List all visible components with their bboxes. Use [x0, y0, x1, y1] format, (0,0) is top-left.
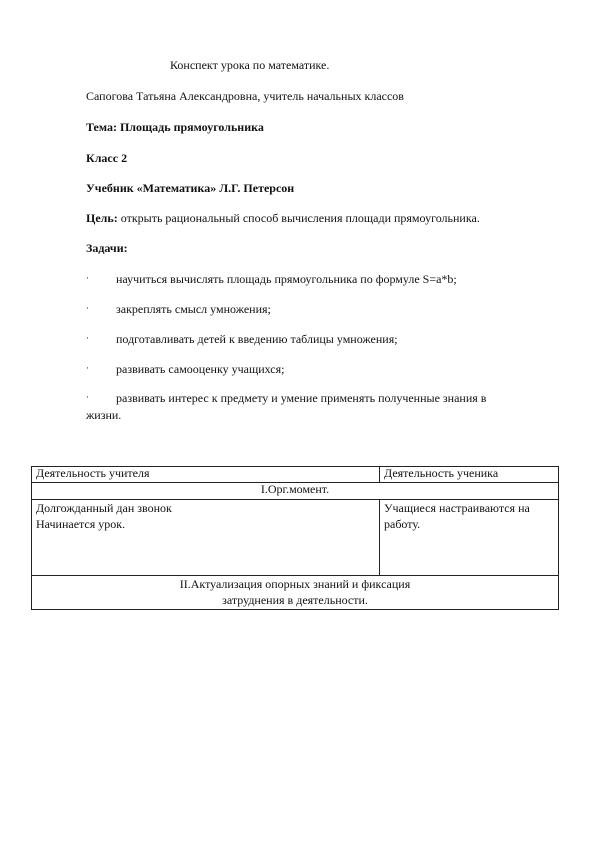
col-header-teacher: Деятельность учителя: [32, 467, 380, 483]
teacher-activity-line: Долгожданный дан звонок: [36, 501, 172, 515]
student-activity-line: Учащиеся настраиваются на: [384, 501, 530, 515]
student-activity-cell: [380, 500, 559, 576]
task-text: подготавливать детей к введению таблицы умножения;: [116, 332, 398, 346]
task-item: [86, 333, 556, 347]
task-text: развивать самооценку учащихся;: [116, 362, 285, 376]
topic-value: Площадь прямоугольника: [119, 120, 264, 134]
task-text: закреплять смысл умножения;: [116, 302, 271, 316]
task-text: научиться вычислять площадь прямоугольника по формуле S=a*b;: [116, 272, 457, 286]
stage-heading: [32, 576, 559, 610]
bullet-icon: ·: [86, 303, 89, 313]
bullet-icon: ·: [86, 273, 89, 283]
task-item: [86, 273, 556, 287]
goal-line: [86, 212, 480, 226]
task-item: [86, 363, 556, 377]
bullet-icon: ·: [86, 333, 89, 343]
textbook-line: Учебник «Математика» Л.Г. Петерсон: [86, 181, 295, 195]
author-line: Сапогова Татьяна Александровна, учитель начальных классов: [86, 89, 404, 103]
goal-label: Цель:: [86, 211, 118, 225]
lesson-table: [31, 466, 559, 610]
stage-heading: I.Орг.момент.: [32, 483, 559, 500]
topic-label: Тема:: [86, 120, 117, 134]
task-text: развивать интерес к предмету и умение применять полученные знания в: [116, 391, 487, 405]
stage-heading-line: II.Актуализация опорных знаний и фиксация: [179, 577, 411, 591]
topic-line: [86, 121, 264, 135]
class-line: Класс 2: [86, 151, 128, 165]
task-item: [86, 303, 556, 317]
task-item: [86, 392, 556, 423]
teacher-activity-line: Начинается урок.: [36, 517, 126, 532]
task-text-continuation: жизни.: [86, 407, 122, 422]
table-row: [32, 483, 559, 500]
bullet-icon: ·: [86, 392, 89, 402]
stage-heading-line: затруднения в деятельности.: [222, 593, 368, 608]
document-title: Конспект урока по математике.: [170, 58, 330, 72]
table-row: [32, 500, 559, 576]
col-header-student: Деятельность ученика: [380, 467, 559, 483]
tasks-heading: Задачи:: [86, 241, 128, 255]
goal-value: открыть рациональный способ вычисления площади прямоугольника.: [120, 211, 480, 225]
table-row: [32, 576, 559, 610]
student-activity-line: работу.: [384, 517, 421, 532]
table-header-row: [32, 467, 559, 483]
teacher-activity-cell: [32, 500, 380, 576]
bullet-icon: ·: [86, 363, 89, 373]
